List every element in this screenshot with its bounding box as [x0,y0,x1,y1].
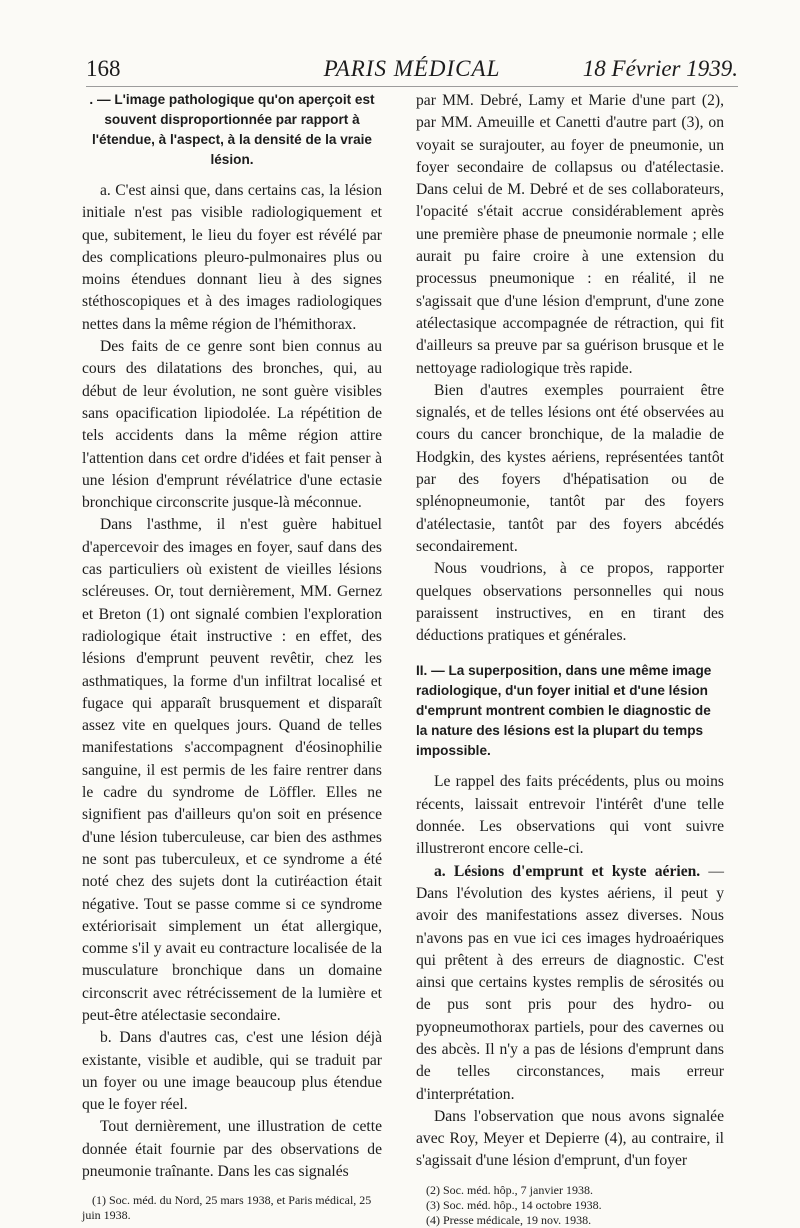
paragraph: Dans l'asthme, il n'est guère habituel d'apercevoir des images en foyer, sauf dans des cas particuliers où existent de vieilles lésions scléreuses. Or, tout dernièrement, MM. Gernez et Breton (1) ont signalé combien l'exploration radiologique était instructive : en effet, des lésions d'emprunt peuvent revêtir, chez les asthmatiques, la forme d'un infiltrat localisé et fugace qui apparaît brusquement et disparaît assez vite en quelques jours. Quand de telles manifestations s'accompagnent d'éosinophilie sanguine, il est permis de les faire rentrer dans le cadre du syndrome de Löffler. Elles ne signifient pas d'ailleurs qu'on soit en présence d'une lésion tuberculeuse, car bien des asthmes ne sont pas tuberculeux, et ce syndrome a été noté chez des sujets dont la cutiréaction était négative. Tout se passe comme si ce syndrome extériorisait simplement un état allergique, comme s'il y avait eu contracture localisée de la musculature bronchique dans un domaine circonscrit avec rétrécissement de la lumière et peut-être atélectasie secondaire. [82,516,382,1024]
left-column [82,90,382,1223]
subsection-heading: a. Lésions d'emprunt et kyste aérien. [434,862,701,880]
paragraph: a. C'est ainsi que, dans certains cas, la lésion initiale n'est pas visible radiologiquement et que, subitement, le lieu du foyer est révélé par des complications pleuro-pulmonaires plus ou moins étendues donnant lieu à des signes stéthoscopiques et à des images radiologiques nettes dans la même région de l'hémithorax. [82,182,382,333]
journal-title: PARIS MÉDICAL [323,56,501,81]
paragraph: Nous voudrions, à ce propos, rapporter quelques observations personnelles qui nous paraissent instructives, en en tirant des déductions pratiques et générales. [416,560,724,645]
section-2-heading: II. — La superposition, dans une même image radiologique, d'un foyer initial et d'une lésion d'emprunt montrent combien le diagnostic de la nature des lésions est la plupart du temps impossible. [416,663,712,759]
footnote: (1) Soc. méd. du Nord, 25 mars 1938, et Paris médical, 25 juin 1938. [82,1193,372,1223]
footnote: (3) Soc. méd. hôp., 14 octobre 1938. [426,1197,602,1212]
paragraph [416,861,724,1106]
paragraph: Bien d'autres exemples pourraient être signalés, et de telles lésions ont été observées au cours du cancer bronchique, de la maladie de Hodgkin, des kystes aériens, représentées tantôt par des foyers d'hépatisation ou de splénopneumonie, tantôt par des foyers d'atélectasie, tantôt par des foyers abcédés secondairement. [416,381,724,555]
paragraph: Des faits de ce genre sont bien connus au cours des dilatations des bronches, qui, au début de leur évolution, ne sont guère visibles sans opacification lipiodolée. La répétition de tels accidents dans la même région attire l'attention dans cet ordre d'idées et fait penser à une lésion d'emprunt révélatrice d'une ectasie bronchique circonscrite jusque-là méconnue. [82,338,382,512]
right-column [416,90,724,1228]
section-1-heading: . — L'image pathologique qu'on aperçoit est souvent disproportionnée par rapport à l'étendue, à l'aspect, à la densité de la vraie lésion. [89,92,375,167]
footnote: (4) Presse médicale, 19 nov. 1938. [426,1212,592,1227]
page-header [86,54,738,84]
issue-date: 18 Février 1939. [582,56,738,81]
paragraph: b. Dans d'autres cas, c'est une lésion déjà existante, visible et audible, qui se traduit par un foyer ou une image beaucoup plus étendue que le foyer réel. [82,1029,382,1114]
page-number: 168 [86,56,121,81]
paragraph: Dans l'observation que nous avons signalée avec Roy, Meyer et Depierre (4), au contraire, il s'agissait d'une lésion d'emprunt, d'un foyer [416,1107,724,1170]
footnote: (2) Soc. méd. hôp., 7 janvier 1938. [426,1182,593,1197]
footnotes [416,1183,724,1228]
paragraph-text: — Dans l'évolution des kystes aériens, il peut y avoir des manifestations assez diverses. Nous n'avons pas en vue ici ces images hydroaériques qui prêtent à des erreurs de diagnostic. C'est ainsi que certains kystes remplis de sérosités ou de pus sont pris pour des hydro- ou pyopneumothorax partiels, pour des cavernes ou des abcès. Il n'y a pas de lésions d'emprunt dans de telles circonstances, mais erreur d'interprétation. [416,862,724,1103]
paragraph: Tout dernièrement, une illustration de cette donnée était fournie par des observations de pneumonie traînante. Dans les cas signalés [82,1118,382,1181]
header-rule [86,86,738,87]
footnotes [82,1193,382,1223]
paragraph: par MM. Debré, Lamy et Marie d'une part (2), par MM. Ameuille et Canetti d'autre part (3), on voyait se surajouter, au foyer de pneumonie, un foyer secondaire de collapsus ou d'atélectasie. Dans celui de M. Debré et de ses collaborateurs, l'opacité s'était accrue considérablement après une première phase de pneumonie normale ; elle aurait pu faire croire à une extension du processus pneumonique : en réalité, il ne s'agissait que d'une lésion d'emprunt, d'une zone atélectasique accompagnée de rétraction, qui fit d'ailleurs sa preuve par sa guérison brusque et le nettoyage radiologique très rapide. [416,92,724,377]
paragraph: Le rappel des faits précédents, plus ou moins récents, laissait entrevoir l'intérêt d'une telle donnée. Les observations qui vont suivre illustreront encore celle-ci. [416,773,724,858]
